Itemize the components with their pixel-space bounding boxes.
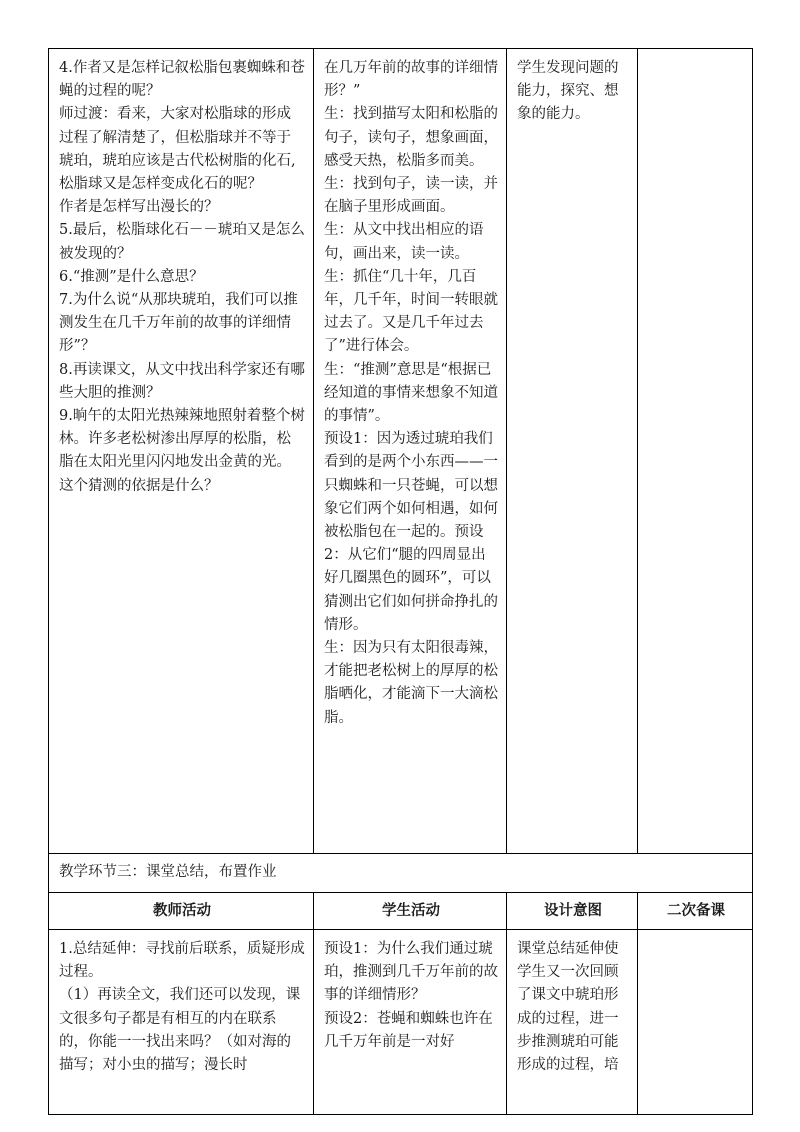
teacher-line: 师过渡：看来，大家对松脂球的形成过程了解清楚了，但松脂球并不等于琥珀，琥珀应该是古代松树脂的化石,松脂球又是怎样变成化石的呢？ <box>59 106 296 193</box>
teacher-line: 5.最后，松脂球化石－－琥珀又是怎么被发现的？ <box>59 222 305 262</box>
student-line: 在几万年前的故事的详细情形？” <box>324 60 498 100</box>
second-prep-cell <box>638 49 753 854</box>
student-activity-cell <box>314 49 507 854</box>
student-line: 预设1：因为透过琥珀我们看到的是两个小东西——一只蜘蛛和一只苍蝇，可以想象它们两个如何相遇，如何被松脂包在一起的。预设2：从它们“腿的四周显出好几圈黑色的圆环”，可以猜测出它们如何拼命挣扎的情形。 <box>324 431 498 633</box>
teacher-activity-cell <box>49 930 314 1115</box>
teacher-line: 4.作者又是怎样记叙松脂包裹蜘蛛和苍蝇的过程的呢？ <box>59 60 305 100</box>
header-second-prep: 二次备课 <box>638 893 753 930</box>
teacher-line: 6.“推测”是什么意思？ <box>59 268 204 285</box>
teacher-line: 9.晌午的太阳光热辣辣地照射着整个树林。许多老松树渗出厚厚的松脂，松脂在太阳光里闪闪地发出金黄的光。 <box>59 408 305 471</box>
table-row <box>49 930 753 1115</box>
student-activity-cell <box>314 930 507 1115</box>
teacher-activity-cell <box>49 49 314 854</box>
student-line: 预设1：为什么我们通过琥珀，推测到几千万年前的故事的详细情形？ <box>324 941 498 1004</box>
student-line: 预设2：苍蝇和蜘蛛也许在几千万年前是一对好 <box>324 1010 493 1050</box>
header-design-intent: 设计意图 <box>507 893 638 930</box>
teacher-line: 这个猜测的依据是什么？ <box>59 477 219 494</box>
lesson-plan-page <box>48 48 752 1115</box>
table-row <box>49 49 753 854</box>
header-teacher-activity: 教师活动 <box>49 893 314 930</box>
student-line: 生：找到描写太阳和松脂的句子，读句子，想象画面，感受天热，松脂多而美。生：找到句子，读一读，并在脑子里形成画面。 <box>324 106 498 216</box>
header-student-activity: 学生活动 <box>314 893 507 930</box>
lesson-plan-table <box>48 48 753 1115</box>
header-row <box>49 893 753 930</box>
intent-line: 学生发现问题的能力，探究、想象的能力。 <box>517 60 619 123</box>
section-title: 教学环节三：课堂总结，布置作业 <box>49 854 753 893</box>
student-line: 生：“推测”意思是“根据已经知道的事情来想象不知道的事情”。 <box>324 361 498 425</box>
table-row <box>49 854 753 893</box>
teacher-line: 1.总结延伸：寻找前后联系，质疑形成过程。 <box>59 941 305 981</box>
student-line: 生：从文中找出相应的语句，画出来，读一读。 <box>324 222 484 262</box>
teacher-line: （1）再读全文，我们还可以发现，课文很多句子都是有相互的内在联系的，你能一一找出来吗？（如对海的描写；对小虫的描写；漫长时 <box>59 987 301 1074</box>
second-prep-cell <box>638 930 753 1115</box>
intent-line: 课堂总结延伸使学生又一次回顾了课文中琥珀形成的过程，进一步推测琥珀可能形成的过程，培 <box>517 941 619 1074</box>
student-line: 生：抓住“几十年，几百年，几千年，时间一转眼就过去了。又是几千年过去了”进行体会。 <box>324 268 498 355</box>
teacher-line: 8.再读课文，从文中找出科学家还有哪些大胆的推测？ <box>59 361 305 401</box>
student-line: 生：因为只有太阳很毒辣，才能把老松树上的厚厚的松脂晒化，才能滴下一大滴松脂。 <box>324 640 498 726</box>
design-intent-cell <box>507 930 638 1115</box>
design-intent-cell <box>507 49 638 854</box>
teacher-line: 7.为什么说“从那块琥珀，我们可以推测发生在几千万年前的故事的详细情形”？ <box>59 292 298 355</box>
teacher-line: 作者是怎样写出漫长的？ <box>59 199 219 216</box>
